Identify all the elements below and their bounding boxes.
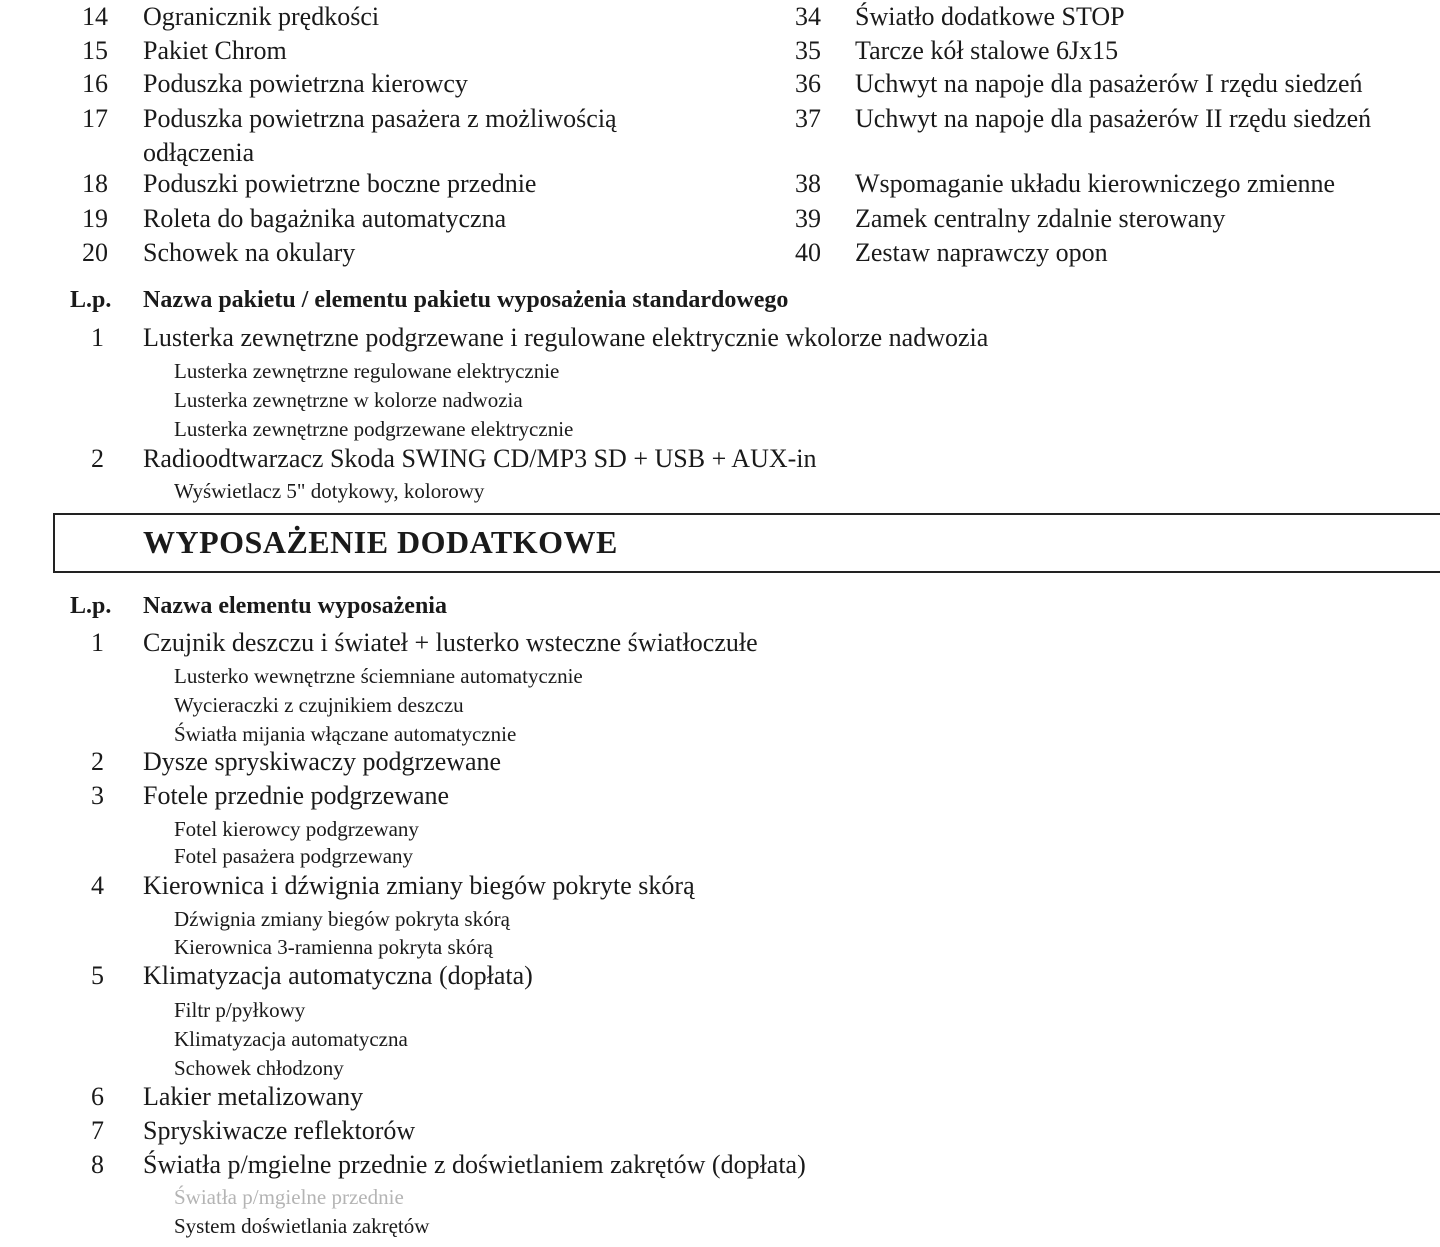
- item-text: Ogranicznik prędkości: [143, 2, 380, 31]
- item-number: 3: [91, 781, 104, 810]
- item-number: 4: [91, 871, 104, 900]
- item-text: Roleta do bagażnika automatyczna: [143, 204, 507, 233]
- equipment-title: Światła p/mgielne przednie z doświetlaniem zakrętów (dopłata): [143, 1150, 806, 1179]
- equipment-element: Światła p/mgielne przednie: [174, 1185, 404, 1209]
- item-number: 1: [91, 628, 104, 657]
- equipment-title: Kierownica i dźwignia zmiany biegów pokryte skórą: [143, 871, 695, 900]
- package-element: Lusterka zewnętrzne regulowane elektrycznie: [174, 359, 560, 383]
- equipment-title: Spryskiwacze reflektorów: [143, 1116, 416, 1145]
- package-element: Lusterka zewnętrzne podgrzewane elektrycznie: [174, 417, 574, 441]
- equipment-element: Dźwignia zmiany biegów pokryta skórą: [174, 907, 510, 931]
- equipment-element: Filtr p/pyłkowy: [174, 998, 306, 1022]
- equipment-element: Lusterko wewnętrzne ściemniane automatycznie: [174, 664, 583, 688]
- item-text: Pakiet Chrom: [143, 36, 287, 65]
- item-number: 2: [91, 444, 104, 473]
- equipment-title: Czujnik deszczu i świateł + lusterko wsteczne światłoczułe: [143, 628, 758, 657]
- item-text: Tarcze kół stalowe 6Jx15: [855, 36, 1119, 65]
- lp-header: L.p.: [70, 593, 112, 619]
- item-text: Poduszka powietrzna pasażera z możliwością: [143, 104, 617, 133]
- item-text: Poduszki powietrzne boczne przednie: [143, 169, 537, 198]
- equipment-element: Wycieraczki z czujnikiem deszczu: [174, 693, 464, 717]
- item-number: 15: [82, 36, 108, 65]
- item-number: 18: [82, 169, 108, 198]
- item-text: Poduszka powietrzna kierowcy: [143, 69, 468, 98]
- package-element: Wyświetlacz 5" dotykowy, kolorowy: [174, 479, 485, 503]
- item-text: Wspomaganie układu kierowniczego zmienne: [855, 169, 1336, 198]
- item-number: 2: [91, 747, 104, 776]
- item-number: 35: [795, 36, 821, 65]
- package-element: Lusterka zewnętrzne w kolorze nadwozia: [174, 388, 523, 412]
- item-number: 40: [795, 238, 821, 267]
- package-title: Radioodtwarzacz Skoda SWING CD/MP3 SD + USB + AUX-in: [143, 444, 817, 473]
- equipment-element: System doświetlania zakrętów: [174, 1214, 430, 1238]
- equipment-title: Dysze spryskiwaczy podgrzewane: [143, 747, 502, 776]
- item-number: 16: [82, 69, 108, 98]
- item-number: 14: [82, 2, 108, 31]
- equipment-element: Klimatyzacja automatyczna: [174, 1027, 408, 1051]
- item-text: Uchwyt na napoje dla pasażerów I rzędu siedzeń: [855, 69, 1363, 98]
- equipment-element: Światła mijania włączane automatycznie: [174, 722, 517, 746]
- item-text: Uchwyt na napoje dla pasażerów II rzędu siedzeń: [855, 104, 1372, 133]
- item-number: 37: [795, 104, 821, 133]
- item-text: Schowek na okulary: [143, 238, 356, 267]
- equipment-title: Klimatyzacja automatyczna (dopłata): [143, 961, 533, 990]
- item-number: 5: [91, 961, 104, 990]
- item-number: 6: [91, 1082, 104, 1111]
- package-title: Lusterka zewnętrzne podgrzewane i regulowane elektrycznie wkolorze nadwozia: [143, 323, 989, 352]
- item-number: 7: [91, 1116, 104, 1145]
- item-number: 8: [91, 1150, 104, 1179]
- item-number: 36: [795, 69, 821, 98]
- lp-header: L.p.: [70, 287, 112, 313]
- equipment-title: Fotele przednie podgrzewane: [143, 781, 450, 810]
- item-number: 17: [82, 104, 108, 133]
- item-number: 34: [795, 2, 821, 31]
- item-number: 38: [795, 169, 821, 198]
- equipment-element: Fotel pasażera podgrzewany: [174, 844, 414, 868]
- item-number: 19: [82, 204, 108, 233]
- column-header: Nazwa elementu wyposażenia: [143, 593, 447, 619]
- item-text: Światło dodatkowe STOP: [855, 2, 1125, 31]
- section-title: WYPOSAŻENIE DODATKOWE: [143, 524, 618, 560]
- item-text: Zestaw naprawczy opon: [855, 238, 1108, 267]
- item-text: Zamek centralny zdalnie sterowany: [855, 204, 1226, 233]
- item-number: 39: [795, 204, 821, 233]
- equipment-element: Schowek chłodzony: [174, 1056, 344, 1080]
- column-header: Nazwa pakietu / elementu pakietu wyposażenia standardowego: [143, 287, 789, 313]
- item-number: 20: [82, 238, 108, 267]
- equipment-title: Lakier metalizowany: [143, 1082, 364, 1111]
- equipment-element: Fotel kierowcy podgrzewany: [174, 817, 419, 841]
- equipment-element: Kierownica 3-ramienna pokryta skórą: [174, 935, 493, 959]
- item-number: 1: [91, 323, 104, 352]
- item-text-continued: odłączenia: [143, 138, 255, 167]
